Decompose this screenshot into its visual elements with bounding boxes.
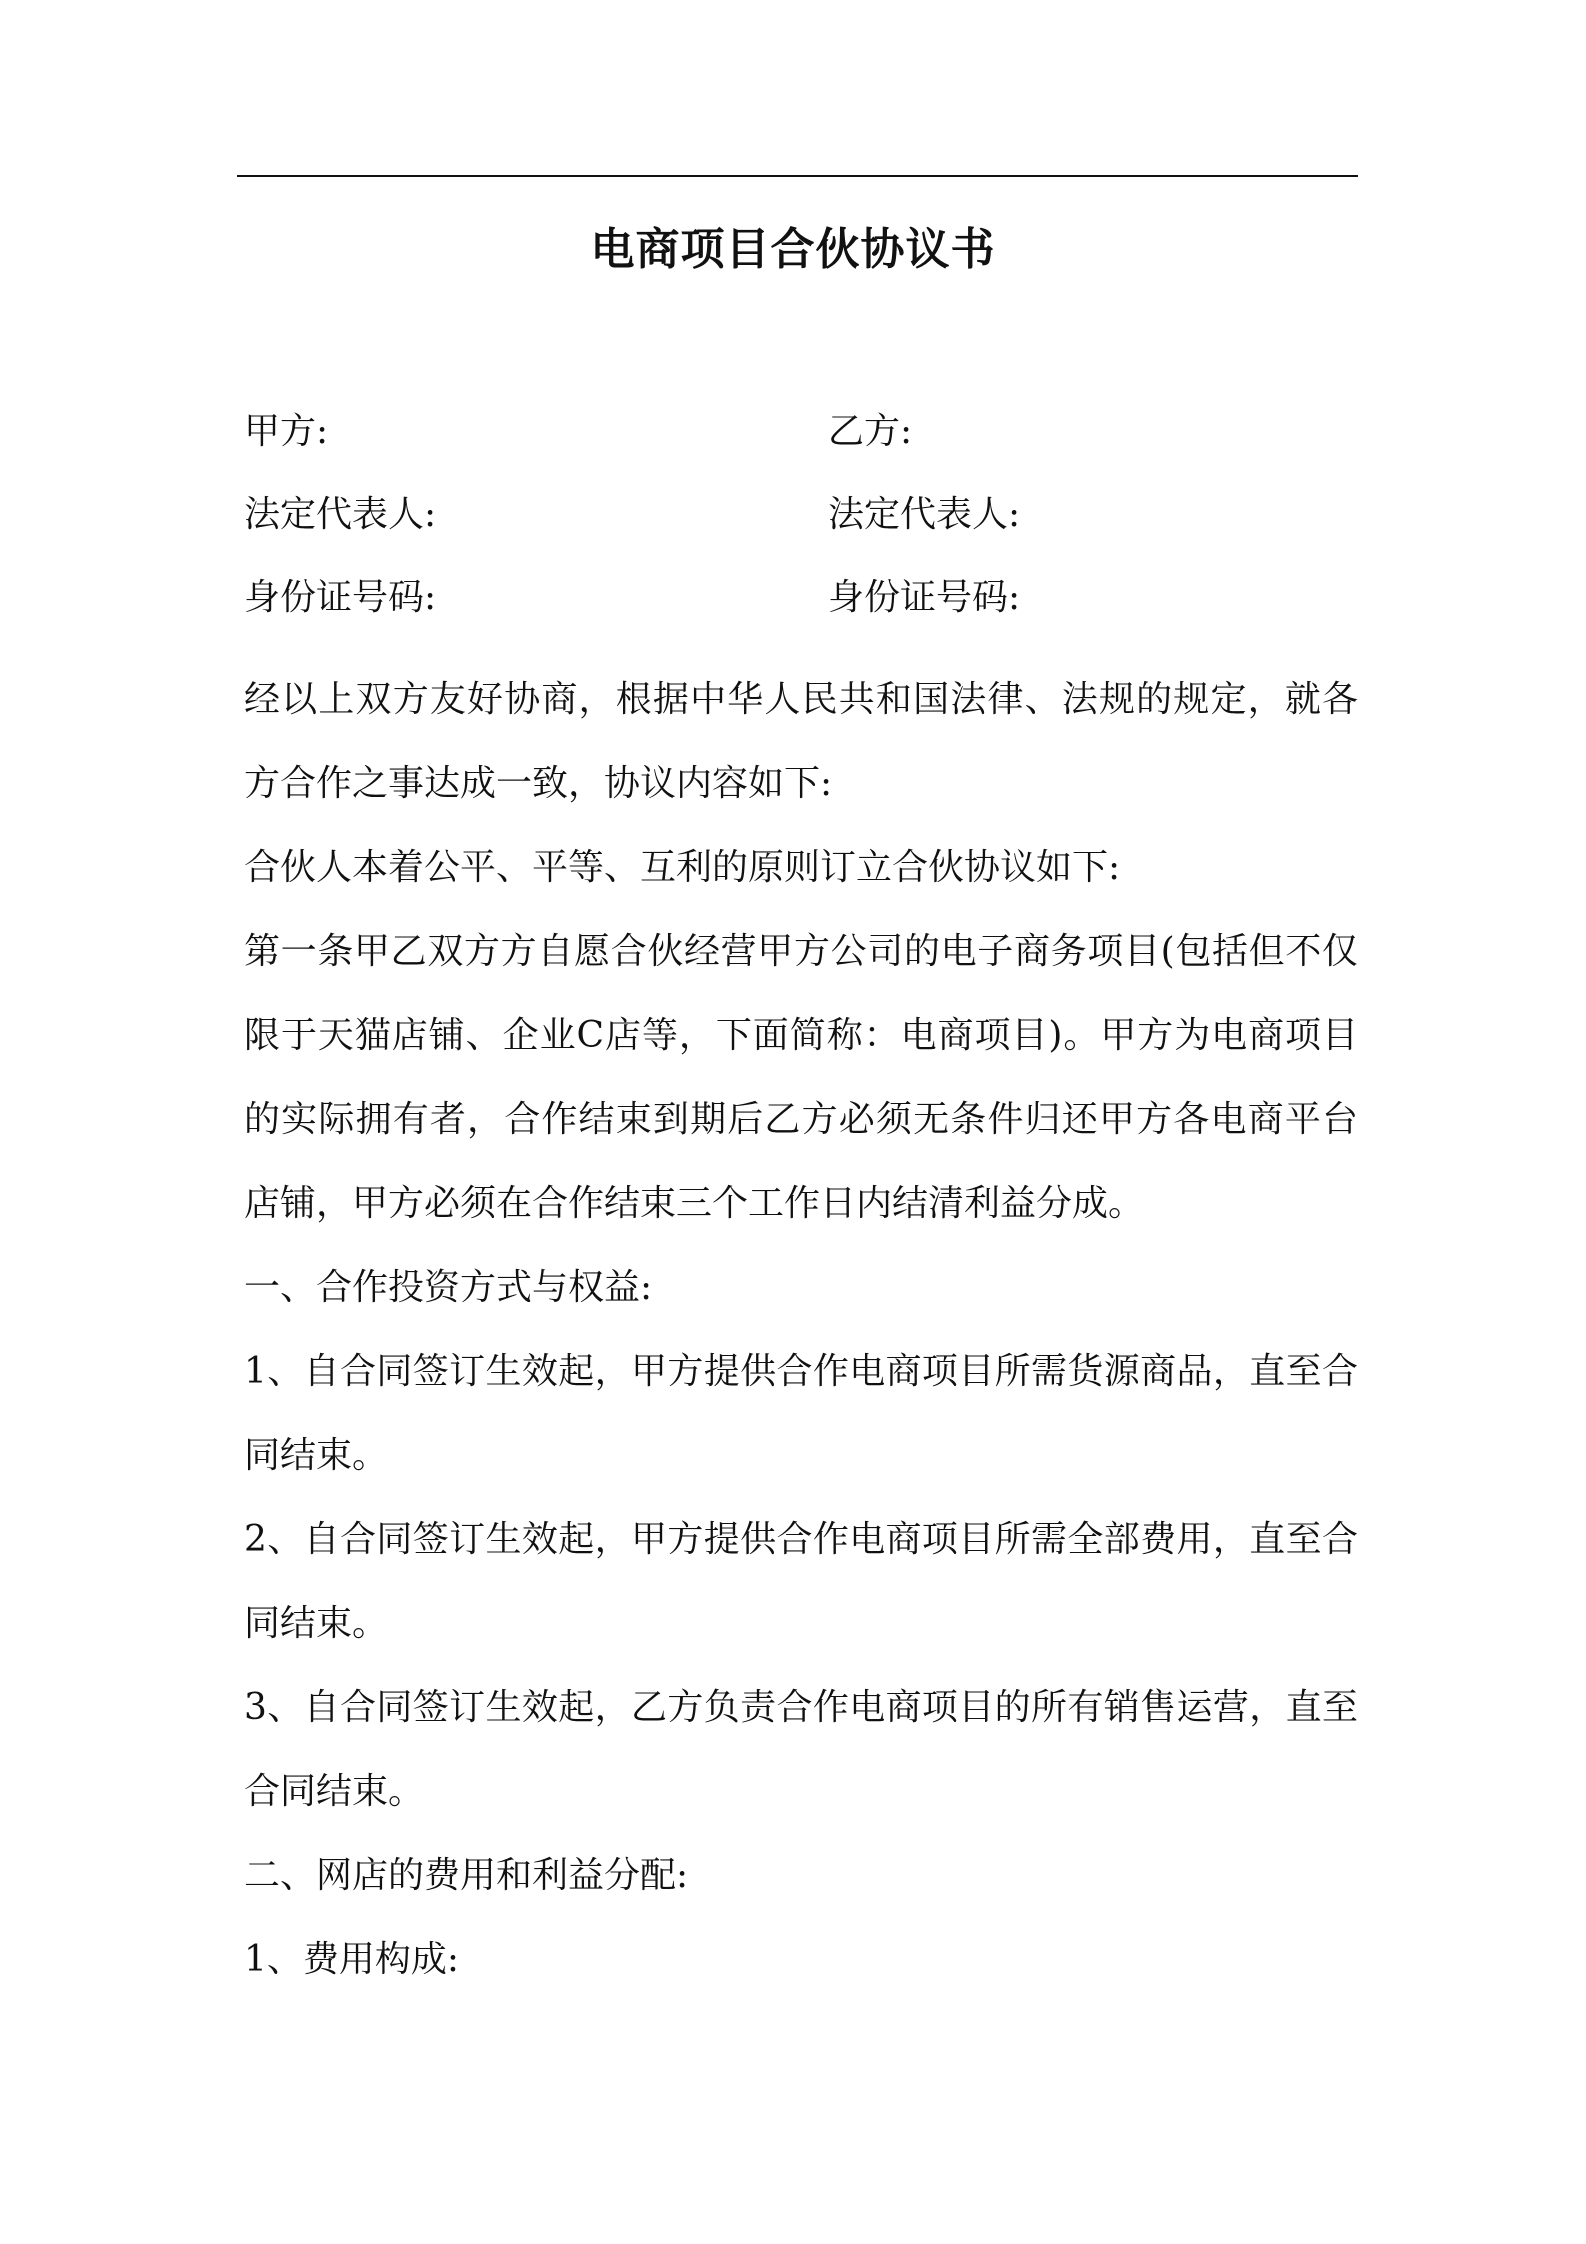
party-b-representative-label: 法定代表人: <box>828 494 1021 535</box>
header-rule <box>237 175 1358 177</box>
party-info <box>244 405 1358 625</box>
section-heading-investment: 一、合作投资方式与权益: <box>244 1267 653 1308</box>
principle-paragraph: 合伙人本着公平、平等、互利的原则订立合伙协议如下: <box>244 847 1121 888</box>
party-b-id-label: 身份证号码: <box>828 577 1021 618</box>
fees-clause-1: 1、费用构成: <box>244 1939 460 1980</box>
investment-clause-1: 1、自合同签订生效起，甲方提供合作电商项目所需货源商品，直至合同结束。 <box>244 1351 1358 1476</box>
investment-clause-2: 2、自合同签订生效起，甲方提供合作电商项目所需全部费用，直至合同结束。 <box>244 1519 1358 1644</box>
party-b-name-label: 乙方: <box>828 411 913 452</box>
section-heading-fees: 二、网店的费用和利益分配: <box>244 1855 689 1896</box>
article-one-paragraph: 第一条甲乙双方方自愿合伙经营甲方公司的电子商务项目(包括但不仅限于天猫店铺、企业C店等，下面简称：电商项目)。甲方为电商项目的实际拥有者，合作结束到期后乙方必须无条件归还甲方各电商平台店铺，甲方必须在合作结束三个工作日内结清利益分成。 <box>244 931 1358 1224</box>
party-a-name-label: 甲方: <box>244 411 329 452</box>
intro-paragraph: 经以上双方友好协商，根据中华人民共和国法律、法规的规定，就各方合作之事达成一致，协议内容如下: <box>244 679 1358 804</box>
party-a-representative-label: 法定代表人: <box>244 494 437 535</box>
investment-clause-3: 3、自合同签订生效起，乙方负责合作电商项目的所有销售运营，直至合同结束。 <box>244 1687 1358 1812</box>
agreement-body <box>244 658 1358 2002</box>
party-a-id-label: 身份证号码: <box>244 577 437 618</box>
document-title: 电商项目合伙协议书 <box>590 224 996 275</box>
